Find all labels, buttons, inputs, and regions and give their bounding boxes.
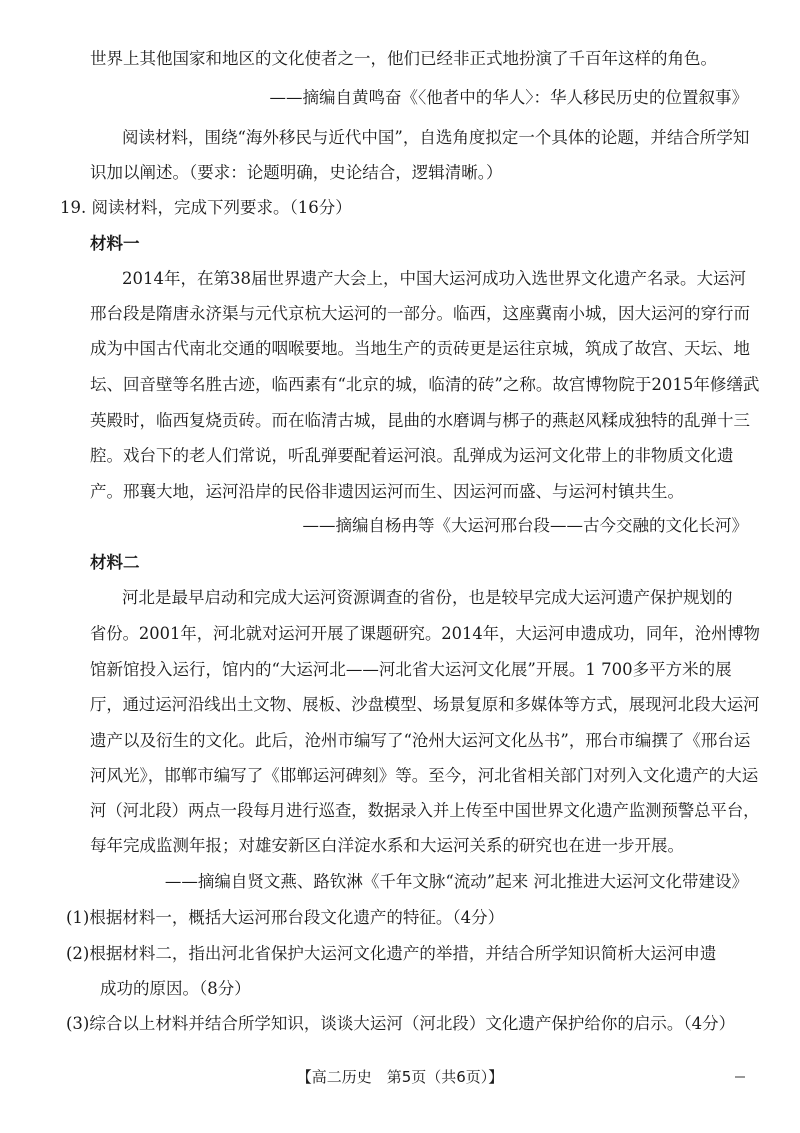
text-line: 省份。2001年，河北就对运河开展了课题研究。2014年，大运河申遗成功，同年，沧州博物 [90,624,760,643]
subquestion-2: (2)根据材料二，指出河北省保护大运河文化遗产的举措，并结合所学知识简析大运河申遗 [66,944,717,963]
corner-mark [735,1076,745,1078]
text-line: 阅读材料，围绕“海外移民与近代中国”，自选角度拟定一个具体的论题，并结合所学知 [122,128,750,147]
question-19-title: 19. 阅读材料，完成下列要求。（16分） [60,198,352,217]
source-citation: ——摘编自黄鸣奋《〈他者中的华人〉：华人移民历史的位置叙事》 [269,88,748,107]
text-line: 成为中国古代南北交通的咽喉要地。当地生产的贡砖更是运往京城，筑成了故宫、天坛、地 [90,339,750,358]
text-line: 世界上其他国家和地区的文化使者之一，他们已经非正式地扮演了千百年这样的角色。 [90,49,717,68]
text-line: 河（河北段）两点一段每月进行巡查，数据录入并上传至中国世界文化遗产监测预警总平台， [90,801,760,820]
source-citation: ——摘编自杨冉等《大运河邢台段——古今交融的文化长河》 [302,516,748,535]
text-line: 河风光》，邯郸市编写了《邯郸运河碑刻》等。至今，河北省相关部门对列入文化遗产的大运 [90,766,759,785]
text-line: 每年完成监测年报；对雄安新区白洋淀水系和大运河关系的研究也在进一步开展。 [90,836,684,855]
text-line: 产。邢襄大地，运河沿岸的民俗非遗因运河而生、因运河而盛、与运河村镇共生。 [90,482,684,501]
source-citation: ——摘编自贤文燕、路钦淋《千年文脉“流动”起来 河北推进大运河文化带建设》 [164,872,748,891]
page-footer: 【高二历史 第5页（共6页）】 [296,1068,504,1086]
text-line: 馆新馆投入运行，馆内的“大运河北——河北省大运河文化展”开展。1 700多平方米的展 [90,660,732,679]
text-line: 厅，通过运河沿线出土文物、展板、沙盘模型、场景复原和多媒体等方式，展现河北段大运河 [90,695,760,714]
subquestion-2-cont: 成功的原因。（8分） [100,979,251,998]
text-line: 坛、回音壁等名胜古迹，临西素有“北京的城，临清的砖”之称。故宫博物院于2015年修缮武 [90,375,760,394]
subquestion-1: (1)根据材料一，概括大运河邢台段文化遗产的特征。（4分） [66,908,505,927]
material-heading: 材料一 [90,234,140,253]
text-line: 河北是最早启动和完成大运河资源调查的省份，也是较早完成大运河遗产保护规划的 [122,588,733,607]
text-line: 腔。戏台下的老人们常说，听乱弹要配着运河浪。乱弹成为运河文化带上的非物质文化遗 [90,446,734,465]
text-line: 2014年，在第38届世界遗产大会上，中国大运河成功入选世界文化遗产名录。大运河 [122,269,746,288]
material-heading: 材料二 [90,553,140,572]
text-line: 遗产以及衍生的文化。此后，沧州市编写了“沧州大运河文化丛书”，邢台市编撰了《邢台运 [90,731,751,750]
text-line: 识加以阐述。（要求：论题明确，史论结合，逻辑清晰。） [90,163,503,182]
text-line: 英殿时，临西复烧贡砖。而在临清古城，昆曲的水磨调与梆子的燕赵风糅成独特的乱弹十三 [90,411,750,430]
subquestion-3: (3)综合以上材料并结合所学知识，谈谈大运河（河北段）文化遗产保护给你的启示。（4分） [66,1014,736,1033]
text-line: 邢台段是隋唐永济渠与元代京杭大运河的一部分。临西，这座冀南小城，因大运河的穿行而 [90,304,750,323]
